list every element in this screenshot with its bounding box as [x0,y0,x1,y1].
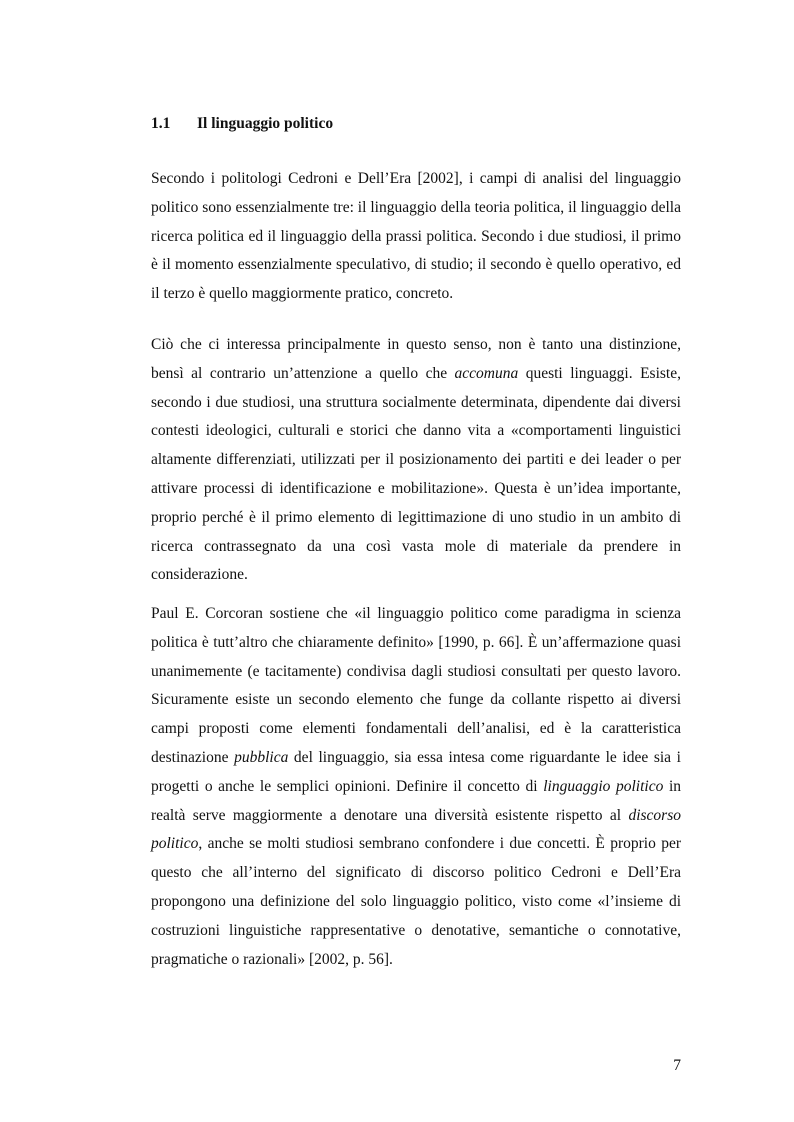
paragraph-text: Ciò che ci interessa principalmente in questo senso, non è tanto una distinzione, bensì al contrario un’attenzione a quello che [151,336,681,382]
italic-term-linguaggio-politico: linguaggio politico [543,777,664,795]
italic-term-pubblica: pubblica [234,748,289,766]
paragraph-text: del linguaggio, sia essa intesa come riguardante le idee sia i progetti o anche le semplici opinioni. Definire il concetto di [151,748,681,795]
paragraph-3 [151,600,681,974]
section-title: Il linguaggio politico [197,115,334,132]
page-number: 7 [673,1057,681,1074]
section-number: 1.1 [151,115,171,132]
paragraph-text: Secondo i politologi Cedroni e Dell’Era [2002], i campi di analisi del linguaggio politico sono essenzialmente tre: il linguaggio della teoria politica, il linguaggio della ricerca politica ed il linguaggio della prassi politica. Secondo i due studiosi, il primo è il momento essenzialmente speculativo, di studio; il secondo è quello operativo, ed il terzo è quello maggiormente pratico, concreto. [151,170,681,303]
section-heading [151,114,681,134]
paragraph-text: questi linguaggi. Esiste, secondo i due studiosi, una struttura socialmente determinata, dipendente dai diversi contesti ideologici, culturali e storici che danno vita a «comportamenti linguistici altamente differenziati, utilizzati per il posizionamento dei partiti e dei leader o per attivare processi di identificazione e mobilitazione». Questa è un’idea importante, proprio perché è il primo elemento di legittimazione di uno studio in un ambito di ricerca contrassegnato da una così vasta mole di materiale da prendere in considerazione. [151,364,681,584]
paragraph-2 [151,331,681,590]
italic-term-discorso-politico: discorso politico [151,806,681,853]
italic-term-accomuna: accomuna [454,364,519,382]
paragraph-1 [151,165,681,309]
paragraph-text: Paul E. Corcoran sostiene che «il linguaggio politico come paradigma in scienza politica è tutt’altro che chiaramente definito» [1990, p. 66]. È un’affermazione quasi unanimemente (e tacitamente) condivisa dagli studiosi consultati per questo lavoro. Sicuramente esiste un secondo elemento che funge da collante rispetto ai diversi campi proposti come elementi fondamentali dell’analisi, ed è la caratteristica destinazione [151,605,681,766]
paragraph-text: in realtà serve maggiormente a denotare una diversità esistente rispetto al [151,777,682,824]
paragraph-text: , anche se molti studiosi sembrano confondere i due concetti. È proprio per questo che all’interno del significato di discorso politico Cedroni e Dell’Era propongono una definizione del solo linguaggio politico, visto come «l’insieme di costruzioni linguistiche rappresentative o denotative, semantiche o connotative, pragmatiche o razionali» [2002, p. 56]. [151,835,681,968]
